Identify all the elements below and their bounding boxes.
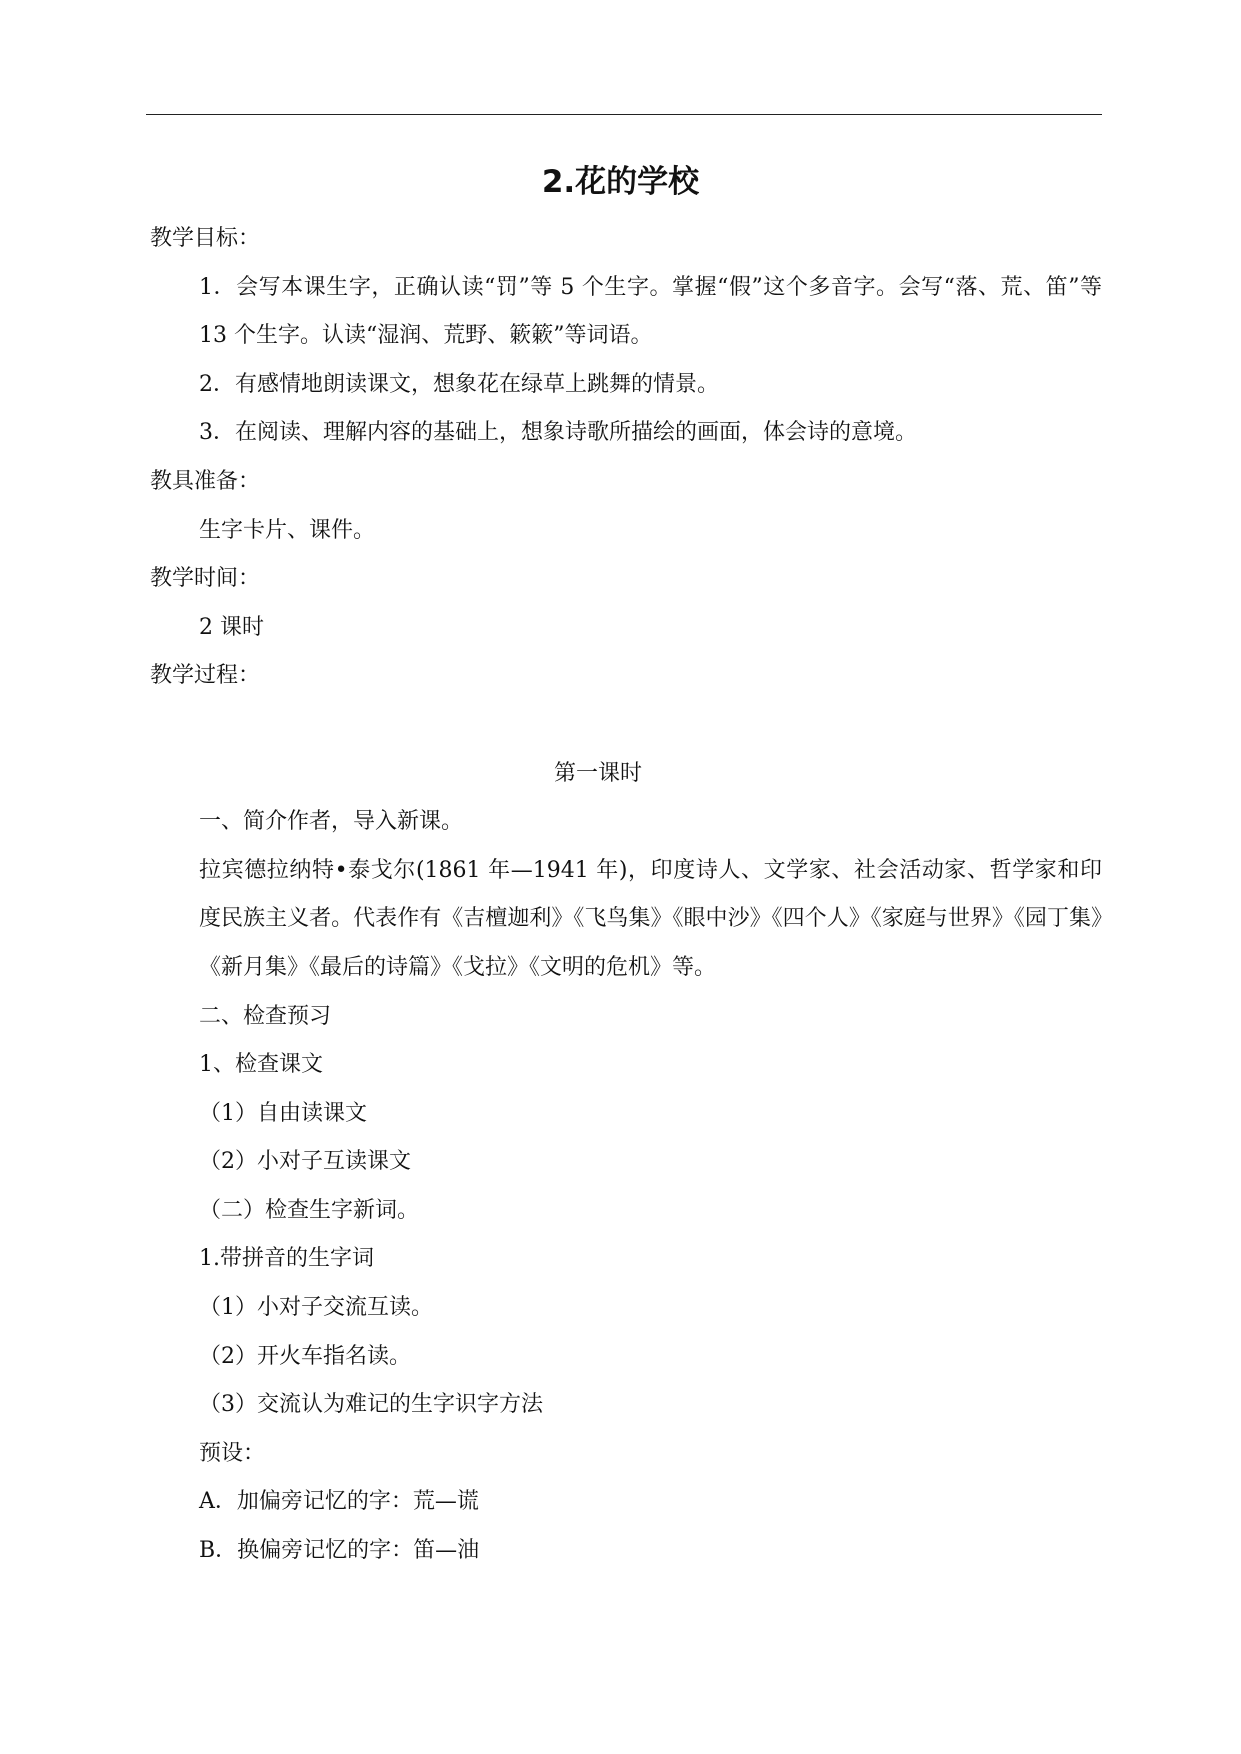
sub-1: （1）小对子交流互读。 <box>199 1295 433 1321</box>
time-heading: 教学时间： <box>150 566 261 592</box>
step-1: 一、简介作者，导入新课。 <box>199 809 464 835</box>
tools-text: 生字卡片、课件。 <box>199 517 376 543</box>
time-text: 2 课时 <box>199 614 264 640</box>
lesson-heading: 第一课时 <box>553 760 642 786</box>
page-title: 2.花的学校 <box>541 164 700 200</box>
spacer <box>150 701 1102 750</box>
preset-b: B．换偏旁记忆的字：笛—油 <box>199 1538 480 1564</box>
process-heading: 教学过程： <box>150 663 261 689</box>
step-2: 二、检查预习 <box>199 1003 332 1029</box>
pinyin-words: 1.带拼音的生字词 <box>199 1246 374 1272</box>
read-2: （2）小对子互读课文 <box>199 1149 411 1175</box>
check-words: （二）检查生字新词。 <box>199 1197 420 1223</box>
document-body <box>150 215 1102 1576</box>
read-1: （1）自由读课文 <box>199 1100 367 1126</box>
goal-3: 3．在阅读、理解内容的基础上，想象诗歌所描绘的画面，体会诗的意境。 <box>199 420 917 446</box>
tools-heading: 教具准备： <box>150 468 261 494</box>
preset-label: 预设： <box>199 1440 266 1466</box>
sub-2: （2）开火车指名读。 <box>199 1343 411 1369</box>
author-intro: 拉宾德拉纳特•泰戈尔(1861 年—1941 年)，印度诗人、文学家、社会活动家、哲学家和印度民族主义者。代表作有《吉檀迦利》《飞鸟集》《眼中沙》《四个人》《家庭与世界》《园丁集》《新月集》《最后的诗篇》《戈拉》《文明的危机》等。 <box>199 857 1102 980</box>
goal-1: 1．会写本课生字，正确认读“罚”等 5 个生字。掌握“假”这个多音字。会写“落、荒、笛”等 13 个生字。认读“湿润、荒野、簌簌”等词语。 <box>199 274 1102 349</box>
check-text: 1、检查课文 <box>199 1052 323 1078</box>
goal-2: 2．有感情地朗读课文，想象花在绿草上跳舞的情景。 <box>199 371 719 397</box>
goals-heading: 教学目标： <box>150 226 261 251</box>
sub-3: （3）交流认为难记的生字识字方法 <box>199 1392 543 1418</box>
preset-a: A．加偏旁记忆的字：荒—谎 <box>199 1489 479 1515</box>
header-rule <box>146 114 1102 115</box>
